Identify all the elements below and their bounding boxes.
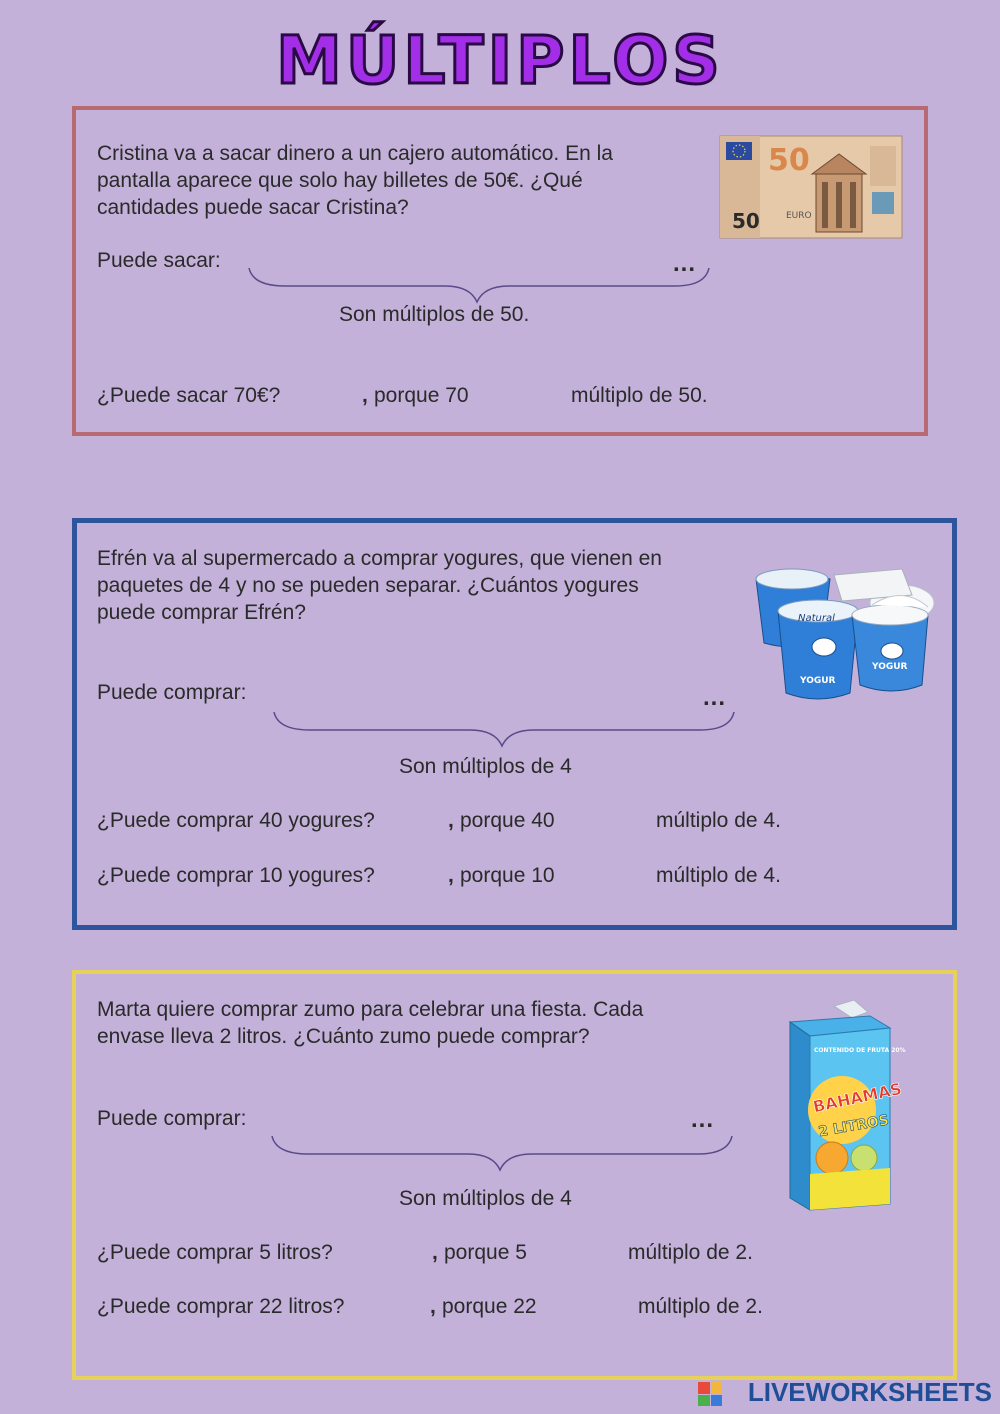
problem-2-because-2: porque 10 <box>460 864 555 887</box>
problem-2-comma-1: , <box>448 809 454 832</box>
problem-3-prompt: Puede comprar: <box>97 1107 247 1130</box>
problem-1-dots: ... <box>673 250 697 277</box>
banknote-value-bottom: 50 <box>732 209 760 233</box>
problem-2-end-1: múltiplo de 4. <box>656 809 781 832</box>
problem-2-because-1: porque 40 <box>460 809 555 832</box>
yogurt-label-2: YOGUR <box>800 676 836 686</box>
juice-top-label: CONTENIDO DE FRUTA 20% <box>814 1047 906 1054</box>
problem-3-end-1: múltiplo de 2. <box>628 1241 753 1264</box>
problem-2-prompt: Puede comprar: <box>97 681 247 704</box>
problem-3-because-2: porque 22 <box>442 1295 537 1318</box>
problem-1-line-2: pantalla aparece que solo hay billetes de 50€. ¿Qué <box>97 169 583 192</box>
problem-3-question-2: ¿Puede comprar 22 litros? <box>97 1295 345 1318</box>
juice-carton-image <box>784 998 906 1214</box>
problem-2-line-2: paquetes de 4 y no se pueden separar. ¿Cuántos yogures <box>97 574 639 597</box>
problem-3-comma-1: , <box>432 1241 438 1264</box>
problem-3-line-1: Marta quiere comprar zumo para celebrar una fiesta. Cada <box>97 998 644 1021</box>
problem-3-dots: ... <box>691 1106 715 1133</box>
problem-3-end-2: múltiplo de 2. <box>638 1295 763 1318</box>
problem-1-brace <box>245 262 715 306</box>
yogurt-label-3: YOGUR <box>872 662 908 672</box>
problem-2-question-2: ¿Puede comprar 10 yogures? <box>97 864 375 887</box>
problem-1-comma: , <box>362 384 368 407</box>
problem-1-prompt: Puede sacar: <box>97 249 221 272</box>
problem-3-because-1: porque 5 <box>444 1241 527 1264</box>
euro-banknote-image <box>720 136 902 238</box>
problem-2-comma-2: , <box>448 864 454 887</box>
problem-3-caption: Son múltiplos de 4 <box>399 1187 572 1210</box>
problem-2-line-3: puede comprar Efrén? <box>97 601 306 624</box>
problem-1-end: múltiplo de 50. <box>571 384 708 407</box>
problem-2-line-1: Efrén va al supermercado a comprar yogures, que vienen en <box>97 547 662 570</box>
problem-1-line-1: Cristina va a sacar dinero a un cajero automático. En la <box>97 142 613 165</box>
banknote-label: EURO <box>786 211 812 221</box>
problem-2-dots: ... <box>703 684 727 711</box>
liveworksheets-brand[interactable]: LIVEWORKSHEETS <box>747 1377 992 1407</box>
problem-1-because: porque 70 <box>374 384 469 407</box>
problem-3-question-1: ¿Puede comprar 5 litros? <box>97 1241 333 1264</box>
banknote-value-top: 50 <box>768 143 810 178</box>
problem-2-caption: Son múltiplos de 4 <box>399 755 572 778</box>
problem-1-question: ¿Puede sacar 70€? <box>97 384 281 407</box>
juice-size: 2 LITROS <box>817 1112 891 1141</box>
liveworksheets-logo-icon <box>698 1382 722 1406</box>
problem-3-line-2: envase lleva 2 litros. ¿Cuánto zumo puede comprar? <box>97 1025 590 1048</box>
page-title: MÚLTIPLOS <box>276 22 724 99</box>
problem-1-line-3: cantidades puede sacar Cristina? <box>97 196 409 219</box>
problem-2-brace <box>270 706 740 750</box>
yogurt-pack-image <box>752 555 937 710</box>
problem-2-question-1: ¿Puede comprar 40 yogures? <box>97 809 375 832</box>
yogurt-label: Natural <box>798 613 835 624</box>
problem-1-caption: Son múltiplos de 50. <box>339 303 530 326</box>
problem-2-end-2: múltiplo de 4. <box>656 864 781 887</box>
problem-3-brace <box>268 1130 738 1174</box>
problem-3-comma-2: , <box>430 1295 436 1318</box>
juice-brand: BAHAMAS <box>811 1079 904 1117</box>
